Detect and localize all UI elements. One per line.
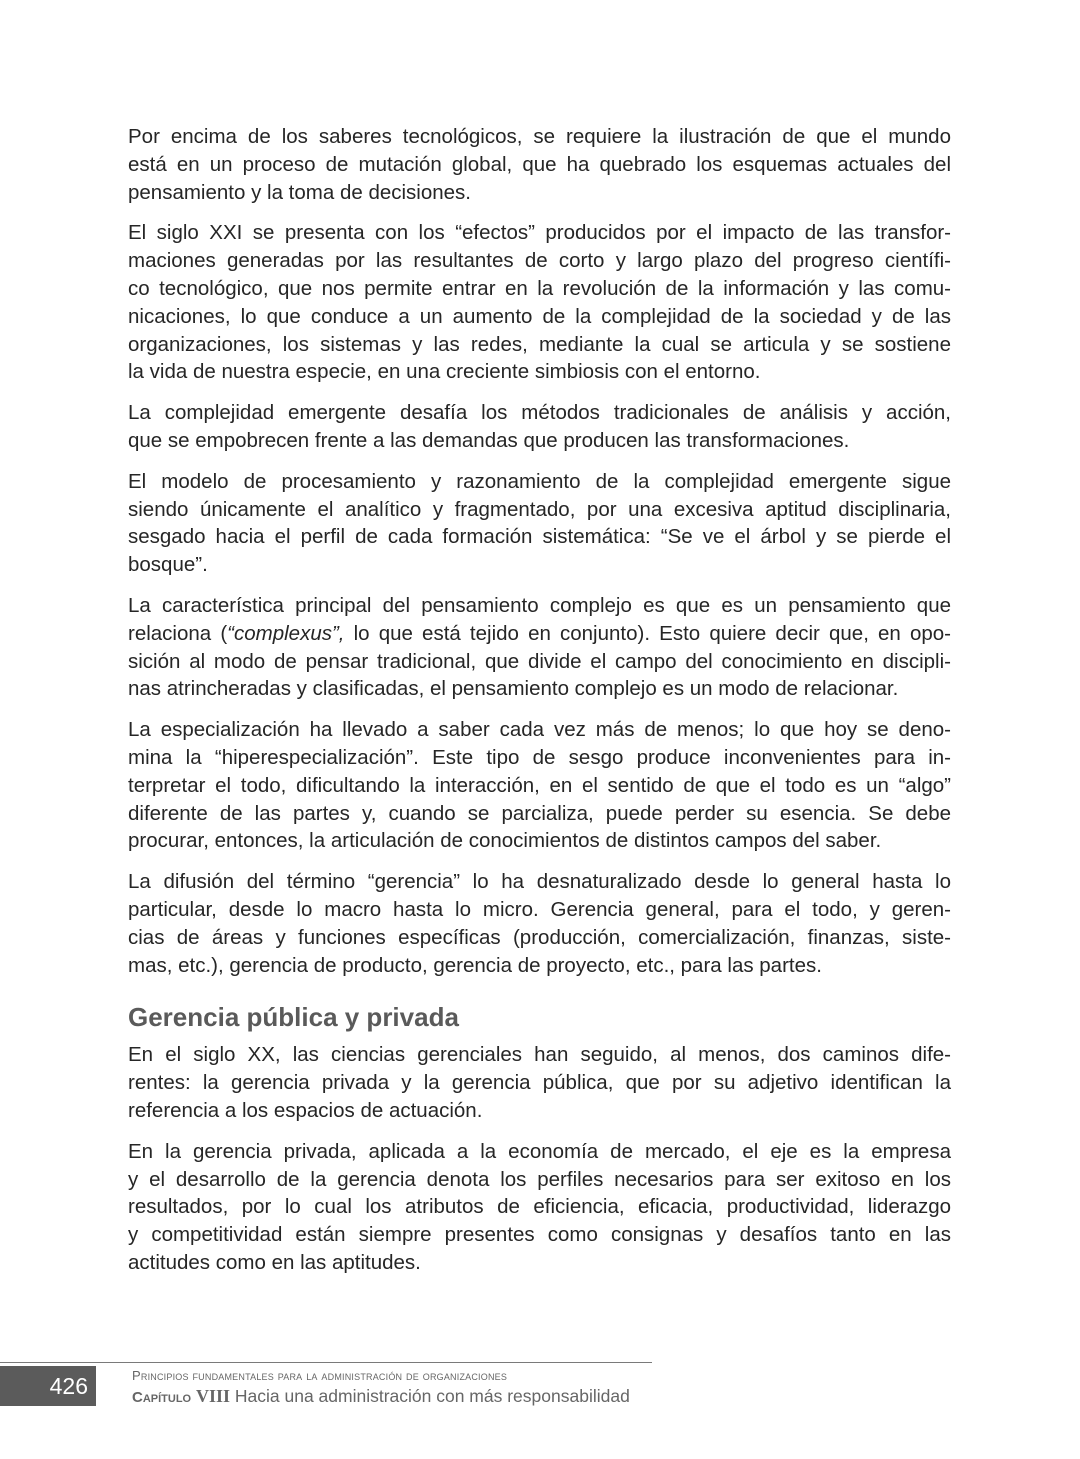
text-line: rentes: la gerencia privada y la gerencia pública, que por su adjetivo identifican la — [128, 1071, 951, 1095]
paragraph — [128, 219, 951, 386]
text-line: La difusión del término “gerencia” lo ha desnaturalizado desde lo general hasta lo — [128, 870, 951, 894]
text-line: mina la “hiperespecialización”. Este tipo de sesgo produce inconvenientes para in- — [128, 745, 951, 769]
text-line: El siglo XXI se presenta con los “efectos” producidos por el impacto de las transfor- — [128, 221, 951, 245]
text-line: terpretar el todo, dificultando la interacción, en el sentido de que el todo es un “algo” — [128, 773, 951, 797]
text-line — [128, 620, 951, 648]
text-run: relaciona ( — [128, 621, 228, 645]
text-line: particular, desde lo macro hasta lo micro. Gerencia general, para el todo, y geren- — [128, 897, 951, 921]
text-line: mas, etc.), gerencia de producto, gerencia de proyecto, etc., para las partes. — [128, 953, 822, 977]
text-line: maciones generadas por las resultantes de corto y largo plazo del progreso científi- — [128, 249, 951, 273]
paragraph — [128, 1041, 951, 1124]
paragraph — [128, 868, 951, 979]
text-line: La característica principal del pensamiento complejo es que es un pensamiento que — [128, 593, 951, 617]
paragraph — [128, 716, 951, 855]
text-line: actitudes como en las aptitudes. — [128, 1250, 421, 1274]
paragraph — [128, 399, 951, 455]
text-line: cias de áreas y funciones específicas (producción, comercialización, finanzas, siste- — [128, 925, 951, 949]
text-line: referencia a los espacios de actuación. — [128, 1098, 483, 1122]
text-line: La complejidad emergente desafía los métodos tradicionales de análisis y acción, — [128, 401, 951, 425]
page-number: 426 — [0, 1366, 96, 1406]
text-line: Por encima de los saberes tecnológicos, se requiere la ilustración de que el mundo — [128, 125, 951, 148]
text-line: nicaciones, lo que conduce a un aumento de la complejidad de la sociedad y de las — [128, 304, 951, 328]
chapter-label: Capítulo — [132, 1389, 192, 1406]
text-line: y competitividad están siempre presentes como consignas y desafíos tanto en las — [128, 1223, 951, 1247]
body-text — [128, 123, 951, 1290]
footer-book-title: Principios fundamentales para la administración de organizaciones — [132, 1368, 508, 1383]
text-line: El modelo de procesamiento y razonamiento de la complejidad emergente sigue — [128, 469, 951, 493]
text-line: organizaciones, los sistemas y las redes, mediante la cual se articula y se sostiene — [128, 332, 951, 356]
footer-chapter — [132, 1386, 630, 1407]
text-line: está en un proceso de mutación global, que ha quebrado los esquemas actuales del — [128, 152, 951, 176]
paragraph — [128, 123, 951, 206]
text-line: procurar, entonces, la articulación de conocimientos de distintos campos del saber. — [128, 829, 882, 853]
text-line: la vida de nuestra especie, en una creciente simbiosis con el entorno. — [128, 360, 761, 384]
text-line: En la gerencia privada, aplicada a la economía de mercado, el eje es la empresa — [128, 1139, 951, 1163]
text-line: nas atrincheradas y clasificadas, el pensamiento complejo es un modo de relacionar. — [128, 677, 899, 701]
text-line: En el siglo XX, las ciencias gerenciales han seguido, al menos, dos caminos dife- — [128, 1043, 951, 1067]
text-line: resultados, por lo cual los atributos de eficiencia, eficacia, productividad, liderazgo — [128, 1195, 951, 1219]
text-line: pensamiento y la toma de decisiones. — [128, 180, 472, 204]
footer-divider — [0, 1362, 652, 1363]
text-line: La especialización ha llevado a saber cada vez más de menos; lo que hoy se deno- — [128, 718, 951, 742]
paragraph — [128, 1138, 951, 1277]
text-line: siendo únicamente el analítico y fragmentado, por una excesiva aptitud disciplinaria, — [128, 497, 951, 521]
chapter-title: Hacia una administración con más responsabilidad — [234, 1386, 630, 1406]
text-line: que se empobrecen frente a las demandas que producen las transformaciones. — [128, 428, 850, 452]
text-line: co tecnológico, que nos permite entrar en la revolución de la información y las comu- — [128, 276, 951, 300]
text-line: sesgado hacia el perfil de cada formación sistemática: “Se ve el árbol y se pierde el — [128, 525, 951, 549]
text-line: y el desarrollo de la gerencia denota los perfiles necesarios para ser exitoso en los — [128, 1167, 951, 1191]
text-line: sición al modo de pensar tradicional, que divide el campo del conocimiento en discipli- — [128, 649, 951, 673]
text-line: diferente de las partes y, cuando se parcializa, puede perder su esencia. Se debe — [128, 801, 951, 825]
section-heading: Gerencia pública y privada — [128, 1002, 459, 1033]
paragraph — [128, 468, 951, 579]
chapter-number: VIII — [195, 1386, 230, 1406]
italic-term: “complexus”, — [227, 621, 345, 645]
paragraph — [128, 592, 951, 703]
text-run: lo que está tejido en conjunto). Esto quiere decir que, en opo- — [344, 621, 951, 645]
text-line: bosque”. — [128, 553, 208, 577]
